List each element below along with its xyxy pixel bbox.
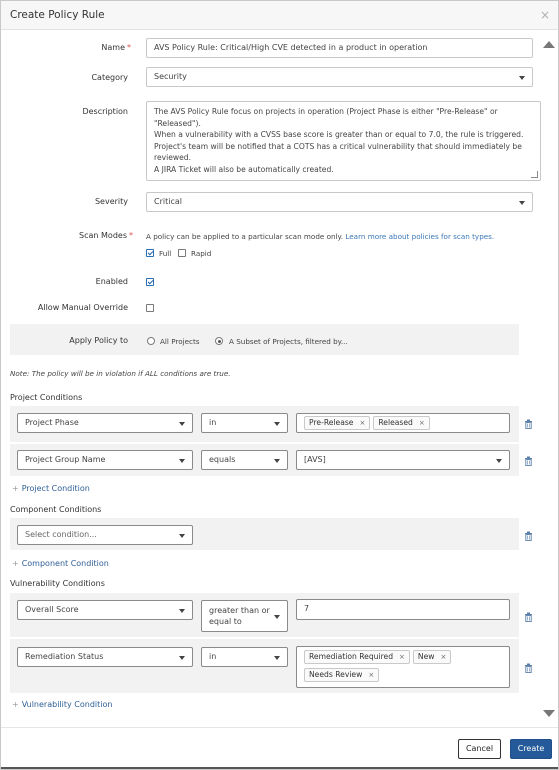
scan-modes-note	[146, 232, 494, 241]
category-select[interactable]	[146, 67, 533, 87]
cancel-button[interactable]: Cancel	[458, 739, 501, 759]
trash-icon[interactable]	[524, 612, 533, 622]
apply-subset-label: A Subset of Projects, filtered by...	[229, 337, 348, 346]
field-value: Remediation Status	[25, 652, 104, 661]
tag-row	[304, 668, 509, 682]
plus-icon: +	[12, 700, 19, 709]
chevron-down-icon	[179, 534, 185, 538]
footer-divider	[1, 727, 558, 728]
scan-modes-label-text: Scan Modes	[79, 231, 127, 240]
tag-remove-icon[interactable]: ×	[359, 419, 366, 427]
add-project-condition-label: Project Condition	[21, 484, 90, 493]
trash-icon[interactable]	[524, 531, 533, 541]
overall-score-input[interactable]: 7	[296, 599, 510, 620]
create-button[interactable]: Create	[510, 739, 552, 759]
chevron-down-icon	[274, 615, 280, 619]
enabled-checkbox[interactable]	[146, 278, 154, 286]
field-value: Project Group Name	[25, 455, 106, 464]
component-condition-select[interactable]	[17, 525, 193, 545]
trash-icon[interactable]	[524, 663, 533, 673]
component-placeholder: Select condition...	[25, 530, 97, 539]
operator-value: in	[209, 652, 217, 661]
operator-value: in	[209, 418, 217, 427]
scroll-down-icon[interactable]	[543, 710, 555, 717]
description-line: When a vulnerability with a CVSS base score is greater than or equal to 7.0, the rule is triggered.	[154, 130, 524, 139]
tag	[413, 650, 451, 664]
field-value: Project Phase	[25, 418, 79, 427]
chevron-down-icon	[519, 201, 525, 205]
vulnerability-condition-field-select[interactable]	[17, 647, 193, 667]
scan-full-label: Full	[159, 249, 172, 258]
severity-value: Critical	[154, 197, 182, 206]
remediation-status-values[interactable]	[296, 646, 510, 688]
scan-rapid-label: Rapid	[191, 249, 212, 258]
trash-icon[interactable]	[524, 456, 533, 466]
enabled-label: Enabled	[95, 277, 128, 286]
window-bottom-border	[1, 767, 558, 769]
tag	[304, 668, 379, 682]
tag-remove-icon[interactable]: ×	[399, 653, 405, 661]
apply-all-label: All Projects	[160, 337, 200, 346]
tag-label: Pre-Release	[309, 418, 354, 427]
project-phase-values[interactable]	[296, 413, 510, 433]
description-textarea[interactable]	[146, 101, 541, 181]
scroll-up-icon[interactable]	[543, 41, 555, 48]
add-component-condition-label: Component Condition	[21, 559, 109, 568]
chevron-down-icon	[519, 76, 525, 80]
tag-remove-icon[interactable]: ×	[418, 419, 425, 427]
operator-value: equals	[209, 455, 236, 464]
project-condition-field-select[interactable]	[17, 413, 193, 433]
override-checkbox[interactable]	[146, 304, 154, 312]
project-group-value-select[interactable]	[296, 450, 510, 470]
add-project-condition-link[interactable]	[12, 484, 90, 493]
add-vulnerability-condition-link[interactable]	[12, 700, 112, 709]
close-icon[interactable]: ×	[539, 8, 550, 22]
field-value: Overall Score	[25, 605, 79, 614]
description-line: A JIRA Ticket will also be automatically created.	[154, 164, 334, 174]
project-condition-field-select[interactable]	[17, 450, 193, 470]
scan-modes-label	[41, 231, 133, 240]
scan-full-checkbox[interactable]	[146, 249, 154, 257]
tag	[304, 416, 370, 430]
dialog-title: Create Policy Rule	[10, 9, 105, 21]
description-label: Description	[82, 107, 128, 116]
dialog-header	[1, 1, 558, 30]
add-component-condition-link[interactable]	[12, 559, 109, 568]
category-value: Security	[154, 72, 187, 81]
scan-modes-note-text: A policy can be applied to a particular scan mode only.	[146, 232, 344, 241]
chevron-down-icon	[496, 459, 502, 463]
project-condition-operator-select[interactable]	[201, 450, 288, 470]
tag	[304, 650, 410, 664]
category-label: Category	[91, 73, 128, 82]
name-label	[61, 43, 131, 52]
override-label: Allow Manual Override	[37, 303, 128, 312]
name-label-text: Name	[101, 43, 125, 52]
conditions-note: Note: The policy will be in violation if ALL conditions are true.	[10, 369, 231, 378]
add-vulnerability-condition-label: Vulnerability Condition	[21, 700, 113, 709]
resize-handle-icon[interactable]	[531, 171, 538, 178]
apply-policy-label: Apply Policy to	[69, 336, 128, 345]
operator-line: greater than or	[209, 606, 270, 615]
chevron-down-icon	[179, 609, 185, 613]
plus-icon: +	[12, 559, 19, 568]
required-mark: *	[129, 231, 133, 240]
trash-icon[interactable]	[524, 419, 533, 429]
chevron-down-icon	[179, 459, 185, 463]
tag	[373, 416, 429, 430]
chevron-down-icon	[274, 422, 280, 426]
tag-row	[304, 650, 509, 668]
chevron-down-icon	[179, 656, 185, 660]
chevron-down-icon	[179, 422, 185, 426]
chevron-down-icon	[274, 459, 280, 463]
apply-subset-radio[interactable]	[215, 337, 223, 345]
scan-rapid-checkbox[interactable]	[178, 249, 186, 257]
description-line: "Released").	[154, 118, 201, 128]
vulnerability-condition-operator-select[interactable]	[201, 600, 288, 632]
vulnerability-condition-field-select[interactable]	[17, 600, 193, 620]
description-line: Project's team will be notified that a COTS has a critical vulnerability that should immediately be	[154, 141, 522, 151]
name-input[interactable]: AVS Policy Rule: Critical/High CVE detected in a product in operation	[146, 38, 533, 58]
description-line: The AVS Policy Rule focus on projects in operation (Project Phase is either "Pre-Release" or	[154, 107, 498, 116]
project-condition-operator-select[interactable]	[201, 413, 288, 433]
required-mark: *	[127, 43, 131, 52]
plus-icon: +	[12, 484, 19, 493]
project-conditions-title: Project Conditions	[10, 393, 83, 402]
vulnerability-condition-operator-select[interactable]	[201, 647, 288, 667]
vulnerability-conditions-title: Vulnerability Conditions	[10, 579, 105, 588]
learn-more-link[interactable]: Learn more about policies for scan types.	[345, 232, 495, 241]
group-value: [AVS]	[304, 455, 326, 464]
tag-label: Needs Review	[309, 670, 363, 679]
tag-label: Remediation Required	[309, 652, 394, 661]
operator-line: equal to	[209, 617, 242, 626]
severity-select[interactable]	[146, 192, 533, 212]
tag-remove-icon[interactable]: ×	[368, 671, 375, 679]
apply-all-radio[interactable]	[147, 337, 155, 345]
severity-label: Severity	[94, 197, 128, 206]
tag-label: Released	[378, 418, 413, 427]
description-line: reviewed.	[154, 153, 192, 162]
tag-label: New	[417, 652, 435, 661]
chevron-down-icon	[274, 656, 280, 660]
component-conditions-title: Component Conditions	[10, 505, 102, 514]
tag-remove-icon[interactable]: ×	[440, 653, 447, 661]
